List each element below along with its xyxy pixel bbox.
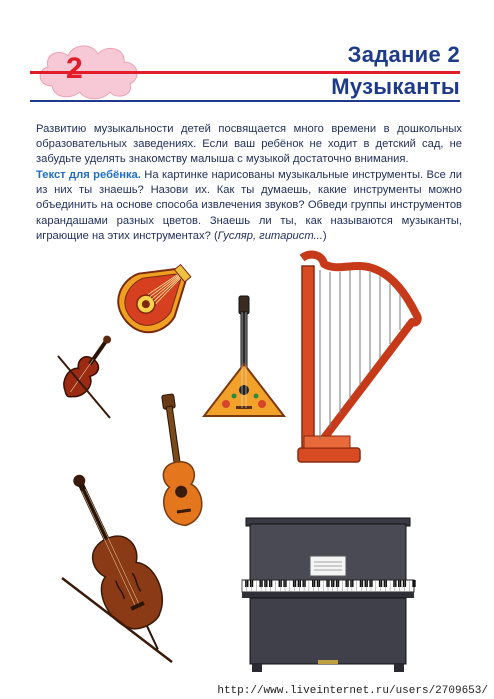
child-text-body: На картинке нарисованы музыкальные инструменты. Все ли из них ты знаешь? Назови их. Как ты думаешь, какие инструменты можно объединить на основе способа извлечения звуков? Обведи группы инструментов карандашами разных цветов. Знаешь ли ты, как называются музыканты, играющие на этих инструментах? ( (36, 169, 462, 242)
gusli-illustration (108, 255, 204, 343)
number-cloud-icon (30, 34, 150, 104)
child-text-label: Текст для ребёнка. (36, 169, 141, 181)
header-blue-rule (30, 100, 460, 102)
child-text-paragraph (36, 168, 462, 244)
page-subtitle: Музыканты (331, 74, 460, 99)
child-text-examples: Гусляр, гитарист... (217, 229, 323, 242)
violin-illustration (48, 326, 118, 422)
page-title: Задание 2 (347, 42, 460, 67)
piano-illustration (238, 514, 418, 676)
source-url: http://www.liveinternet.ru/users/2709653/ (217, 685, 488, 697)
cello-illustration (58, 462, 180, 670)
child-text-closing: ) (322, 229, 327, 242)
task-number: 2 (66, 52, 83, 85)
page-header (0, 0, 494, 110)
balalaika-illustration (198, 294, 290, 422)
intro-paragraph: Развитию музыкальности детей посвящается много времени в дошкольных образовательных заведениях. Если ваш ребёнок не ходит в детский сад, не забудьте уделять знакомству малыша с музыкой достаточно внимания. (36, 123, 462, 166)
harp-illustration (288, 250, 438, 472)
